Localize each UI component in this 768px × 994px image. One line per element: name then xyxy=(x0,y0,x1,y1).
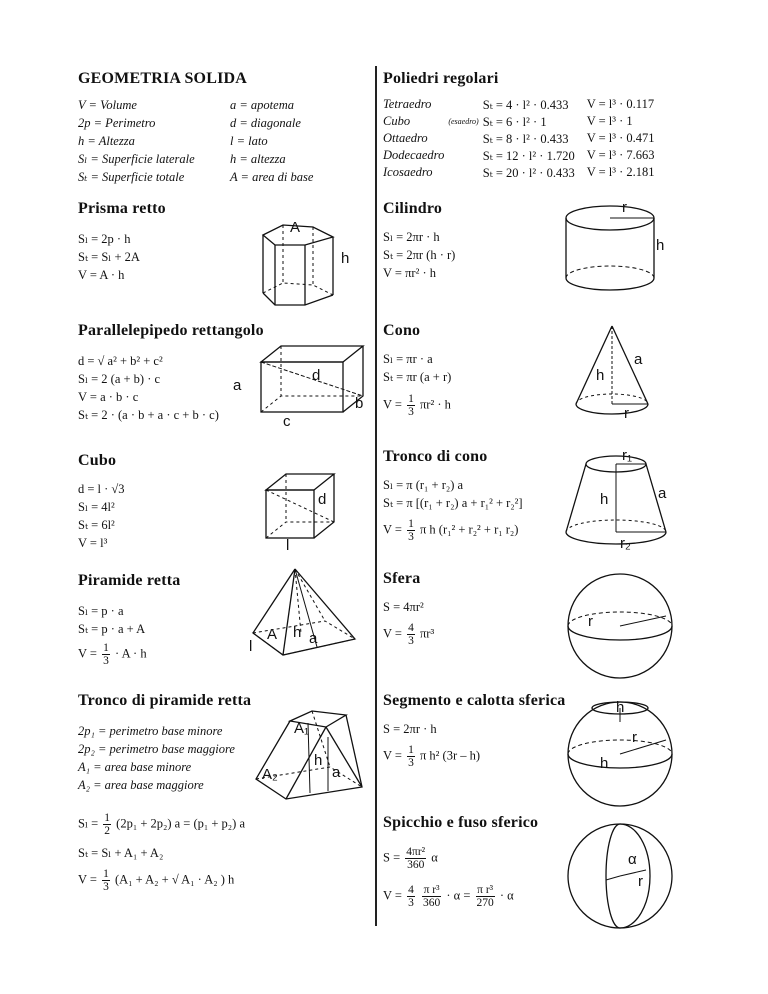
parallelepipedo-label-a: a xyxy=(233,377,242,394)
legend-volume: V = Volume xyxy=(78,98,137,112)
tronco-cono-label-r2: r₂ xyxy=(620,535,631,552)
cilindro-label-r: r xyxy=(622,199,627,216)
spicchio-area xyxy=(383,846,438,871)
piramide-v-lhs: V = xyxy=(78,646,97,661)
cubo-f3: Sₜ = 6l² xyxy=(78,518,115,532)
sfera-v-lhs: V = xyxy=(383,626,402,641)
parallelepipedo-f4: Sₜ = 2 · (a · b + a · c + b · c) xyxy=(78,408,219,422)
tronco-piramide-l3: A₁ = area base minore xyxy=(78,760,192,774)
tronco-cono-v-rhs: π h (r₁² + r₂² + r₁ r₂) xyxy=(419,522,519,537)
piramide-figure xyxy=(245,565,365,670)
poliedro-name: Cubo xyxy=(383,114,411,128)
segmento-title: Segmento e calotta sferica xyxy=(383,692,566,709)
cilindro-f3: V = πr² · h xyxy=(383,266,436,280)
parallelepipedo-label-d: d xyxy=(312,367,321,384)
column-divider xyxy=(375,66,377,926)
poliedro-note xyxy=(448,130,482,147)
cono-figure xyxy=(572,322,672,432)
poliedro-name: Tetraedro xyxy=(383,97,432,111)
tronco-cono-v-frac xyxy=(407,518,415,543)
sfera-label-r: r xyxy=(588,613,593,630)
legend-area-base: A = area di base xyxy=(230,170,314,184)
segmento-v-den: 3 xyxy=(408,757,414,769)
table-row xyxy=(383,96,659,113)
prisma-label-A: A xyxy=(290,219,301,236)
piramide-formulas xyxy=(78,602,145,638)
table-row xyxy=(383,164,659,181)
spicchio-label-alpha: α xyxy=(628,851,637,868)
spicchio-title: Spicchio e fuso sferico xyxy=(383,814,539,831)
cubo-f2: Sₗ = 4l² xyxy=(78,500,115,514)
spicchio-v-frac3 xyxy=(476,884,495,909)
piramide-label-a: a xyxy=(309,630,318,647)
spicchio-s-den: 360 xyxy=(407,859,425,871)
segmento-f1: S = 2πr · h xyxy=(383,722,437,736)
piramide-volume xyxy=(78,642,147,667)
tronco-piramide-sl-rhs: (2p₁ + 2p₂) a = (p₁ + p₂) a xyxy=(116,816,245,831)
spicchio-v-den3: 270 xyxy=(476,897,494,909)
tronco-piramide-l4: A₂ = area base maggiore xyxy=(78,778,204,792)
legend-altezza: h = Altezza xyxy=(78,134,135,148)
parallelepipedo-figure xyxy=(233,340,375,435)
tronco-piramide-sl-frac xyxy=(103,812,111,837)
tronco-piramide-label-A1: A₁ xyxy=(294,720,310,737)
prisma-f1: Sₗ = 2p · h xyxy=(78,232,131,246)
table-row xyxy=(383,113,659,130)
poliedro-name: Icosaedro xyxy=(383,165,433,179)
piramide-title: Piramide retta xyxy=(78,572,181,589)
segmento-figure xyxy=(562,698,682,813)
cubo-formulas xyxy=(78,480,125,552)
tronco-piramide-legend xyxy=(78,722,235,794)
cubo-figure xyxy=(262,468,352,558)
cono-f1: Sₗ = πr · a xyxy=(383,352,433,366)
legend-diagonale: d = diagonale xyxy=(230,116,301,130)
spicchio-s-frac xyxy=(405,846,426,871)
poliedro-st: Sₜ = 20 · l² · 0.433 xyxy=(482,165,575,180)
cono-formulas xyxy=(383,350,451,386)
table-row xyxy=(383,130,659,147)
prisma-f2: Sₜ = Sₗ + 2A xyxy=(78,250,140,264)
tronco-cono-formulas xyxy=(383,476,523,512)
tronco-piramide-f2: Sₜ = Sₗ + A₁ + A₂ xyxy=(78,846,164,860)
segmento-v-lhs: V = xyxy=(383,748,402,763)
sfera-figure xyxy=(562,572,682,687)
piramide-v-num: 1 xyxy=(103,642,109,654)
legend-sup-totale: Sₜ = Superficie totale xyxy=(78,170,185,184)
poliedro-note xyxy=(448,147,482,164)
spicchio-v-den1: 3 xyxy=(408,897,414,909)
tronco-cono-label-h: h xyxy=(600,491,609,508)
spicchio-v-lhs: V = xyxy=(383,888,402,903)
piramide-f2: Sₜ = p · a + A xyxy=(78,622,146,636)
poliedro-name: Ottaedro xyxy=(383,131,428,145)
spicchio-v-den2: 360 xyxy=(422,897,441,909)
spicchio-figure xyxy=(562,820,682,935)
poliedro-v: V = l³ · 1 xyxy=(586,114,633,128)
spicchio-v-num3: π r³ xyxy=(477,884,494,896)
legend-left xyxy=(78,96,195,186)
tronco-piramide-title: Tronco di piramide retta xyxy=(78,692,252,709)
parallelepipedo-f1: d = √ a² + b² + c² xyxy=(78,354,163,368)
spicchio-s-num: 4πr² xyxy=(406,846,426,858)
segmento-v-rhs: π h² (3r – h) xyxy=(419,748,481,763)
poliedro-note: (esaedro) xyxy=(448,117,479,126)
sfera-f1: S = 4πr² xyxy=(383,600,424,614)
sfera-v-rhs: πr³ xyxy=(419,626,435,641)
parallelepipedo-formulas xyxy=(78,352,219,424)
poliedro-v: V = l³ · 2.181 xyxy=(586,165,655,179)
piramide-label-A: A xyxy=(267,626,278,643)
spicchio-v-num1: 4 xyxy=(408,884,414,896)
tronco-piramide-v-rhs: (A₁ + A₂ + √ A₁ · A₂ ) h xyxy=(114,872,235,887)
tronco-piramide-v-den: 3 xyxy=(103,881,109,893)
sfera-formulas xyxy=(383,598,424,616)
spicchio-s-lhs: S = xyxy=(383,850,401,865)
spicchio-volume xyxy=(383,884,514,909)
cono-volume xyxy=(383,393,451,418)
tronco-piramide-v-frac xyxy=(102,868,110,893)
sfera-volume xyxy=(383,622,434,647)
prisma-figure xyxy=(255,205,355,320)
legend-sup-laterale: Sₗ = Superficie laterale xyxy=(78,152,195,166)
spicchio-v-num2: π r³ xyxy=(423,884,440,896)
parallelepipedo-label-b: b xyxy=(355,395,364,412)
piramide-label-h: h xyxy=(293,624,302,641)
cilindro-title: Cilindro xyxy=(383,200,443,217)
legend-right xyxy=(230,96,313,186)
tronco-cono-v-num: 1 xyxy=(408,518,414,530)
cono-f2: Sₜ = πr (a + r) xyxy=(383,370,452,384)
cubo-label-l: l xyxy=(286,537,290,554)
cono-label-h: h xyxy=(596,367,605,384)
tronco-piramide-label-h: h xyxy=(314,752,323,769)
legend-apotema: a = apotema xyxy=(230,98,294,112)
tronco-cono-title: Tronco di cono xyxy=(383,448,488,465)
cubo-f1: d = l · √3 xyxy=(78,482,125,496)
tronco-cono-f1: Sₗ = π (r₁ + r₂) a xyxy=(383,478,464,492)
tronco-piramide-label-A2: A₂ xyxy=(262,766,278,783)
table-row xyxy=(383,147,659,164)
parallelepipedo-f2: Sₗ = 2 (a + b) · c xyxy=(78,372,161,386)
prisma-f3: V = A · h xyxy=(78,268,125,282)
piramide-v-frac xyxy=(102,642,110,667)
cilindro-formulas xyxy=(383,228,455,282)
tronco-cono-v-den: 3 xyxy=(408,531,414,543)
cubo-label-d: d xyxy=(318,491,327,508)
poliedro-st: Sₜ = 4 · l² · 0.433 xyxy=(482,97,569,112)
sfera-v-num: 4 xyxy=(408,622,414,634)
poliedro-note xyxy=(448,96,482,113)
poliedri-title: Poliedri regolari xyxy=(383,70,499,87)
tronco-cono-figure xyxy=(562,448,687,563)
poliedro-v: V = l³ · 7.663 xyxy=(586,148,655,162)
geometria-title: GEOMETRIA SOLIDA xyxy=(78,70,248,87)
spicchio-label-r: r xyxy=(638,873,643,890)
cono-v-rhs: πr² · h xyxy=(419,397,451,412)
poliedro-st: Sₜ = 12 · l² · 1.720 xyxy=(482,148,575,163)
spicchio-v-frac2 xyxy=(422,884,441,909)
tronco-piramide-sl xyxy=(78,812,245,837)
tronco-piramide-v-lhs: V = xyxy=(78,872,97,887)
cono-v-den: 3 xyxy=(408,406,414,418)
sfera-title: Sfera xyxy=(383,570,421,587)
segmento-formulas xyxy=(383,720,437,738)
tronco-piramide-l1: 2p₁ = perimetro base minore xyxy=(78,724,223,738)
tronco-piramide-sl-num: 1 xyxy=(104,812,111,824)
spicchio-v-frac1 xyxy=(407,884,415,909)
poliedro-v: V = l³ · 0.471 xyxy=(586,131,655,145)
tronco-piramide-v-num: 1 xyxy=(103,868,109,880)
segmento-volume xyxy=(383,744,480,769)
tronco-cono-label-a: a xyxy=(658,485,667,502)
legend-lato: l = lato xyxy=(230,134,268,148)
segmento-label-h-2: h xyxy=(600,755,609,772)
parallelepipedo-title: Parallelepipedo rettangolo xyxy=(78,322,264,339)
sfera-v-frac xyxy=(407,622,415,647)
poliedro-st: Sₜ = 6 · l² · 1 xyxy=(482,114,547,129)
cilindro-f1: Sₗ = 2πr · h xyxy=(383,230,440,244)
cubo-title: Cubo xyxy=(78,452,117,469)
piramide-v-den: 3 xyxy=(103,655,109,667)
piramide-f1: Sₗ = p · a xyxy=(78,604,124,618)
tronco-piramide-sl-den: 2 xyxy=(104,825,111,837)
segmento-label-r: r xyxy=(632,729,637,746)
spicchio-s-rhs: α xyxy=(431,850,438,865)
spicchio-v-mid: · α = xyxy=(446,888,471,903)
tronco-cono-volume xyxy=(383,518,518,543)
piramide-label-l: l xyxy=(249,638,253,655)
poliedro-st: Sₜ = 8 · l² · 0.433 xyxy=(482,131,569,146)
cilindro-label-h: h xyxy=(656,237,665,254)
piramide-v-rhs: · A · h xyxy=(114,646,147,661)
tronco-piramide-l2: 2p₂ = perimetro base maggiore xyxy=(78,742,235,756)
spicchio-v-rhs: · α xyxy=(499,888,514,903)
poliedri-table xyxy=(383,96,659,181)
poliedro-note xyxy=(448,164,482,181)
parallelepipedo-label-c: c xyxy=(283,413,291,430)
segmento-v-num: 1 xyxy=(408,744,414,756)
cono-v-lhs: V = xyxy=(383,397,402,412)
prisma-title: Prisma retto xyxy=(78,200,166,217)
prisma-label-h: h xyxy=(341,250,350,267)
cono-title: Cono xyxy=(383,322,421,339)
tronco-piramide-figure xyxy=(250,705,375,810)
legend-altezza-2: h = altezza xyxy=(230,152,286,166)
legend-perimetro: 2p = Perimetro xyxy=(78,116,156,130)
tronco-cono-v-lhs: V = xyxy=(383,522,402,537)
prisma-formulas xyxy=(78,230,140,284)
cono-v-frac xyxy=(407,393,415,418)
poliedro-name: Dodecaedro xyxy=(383,148,445,162)
tronco-piramide-label-a: a xyxy=(332,764,341,781)
cilindro-figure xyxy=(560,198,680,313)
tronco-piramide-volume xyxy=(78,868,234,893)
parallelepipedo-f3: V = a · b · c xyxy=(78,390,139,404)
segmento-v-frac xyxy=(407,744,415,769)
sfera-v-den: 3 xyxy=(408,635,414,647)
poliedro-v: V = l³ · 0.117 xyxy=(586,97,655,111)
cubo-f4: V = l³ xyxy=(78,536,108,550)
tronco-cono-f2: Sₜ = π [(r₁ + r₂) a + r₁² + r₂²] xyxy=(383,496,523,510)
cono-v-num: 1 xyxy=(408,393,414,405)
tronco-piramide-sl-lhs: Sₗ = xyxy=(78,816,99,831)
tronco-cono-label-r1: r₁ xyxy=(622,447,633,464)
tronco-piramide-st xyxy=(78,844,163,862)
cilindro-f2: Sₜ = 2πr (h · r) xyxy=(383,248,456,262)
segmento-label-h: h xyxy=(616,699,625,716)
cono-label-a: a xyxy=(634,351,643,368)
cono-label-r: r xyxy=(624,405,629,422)
